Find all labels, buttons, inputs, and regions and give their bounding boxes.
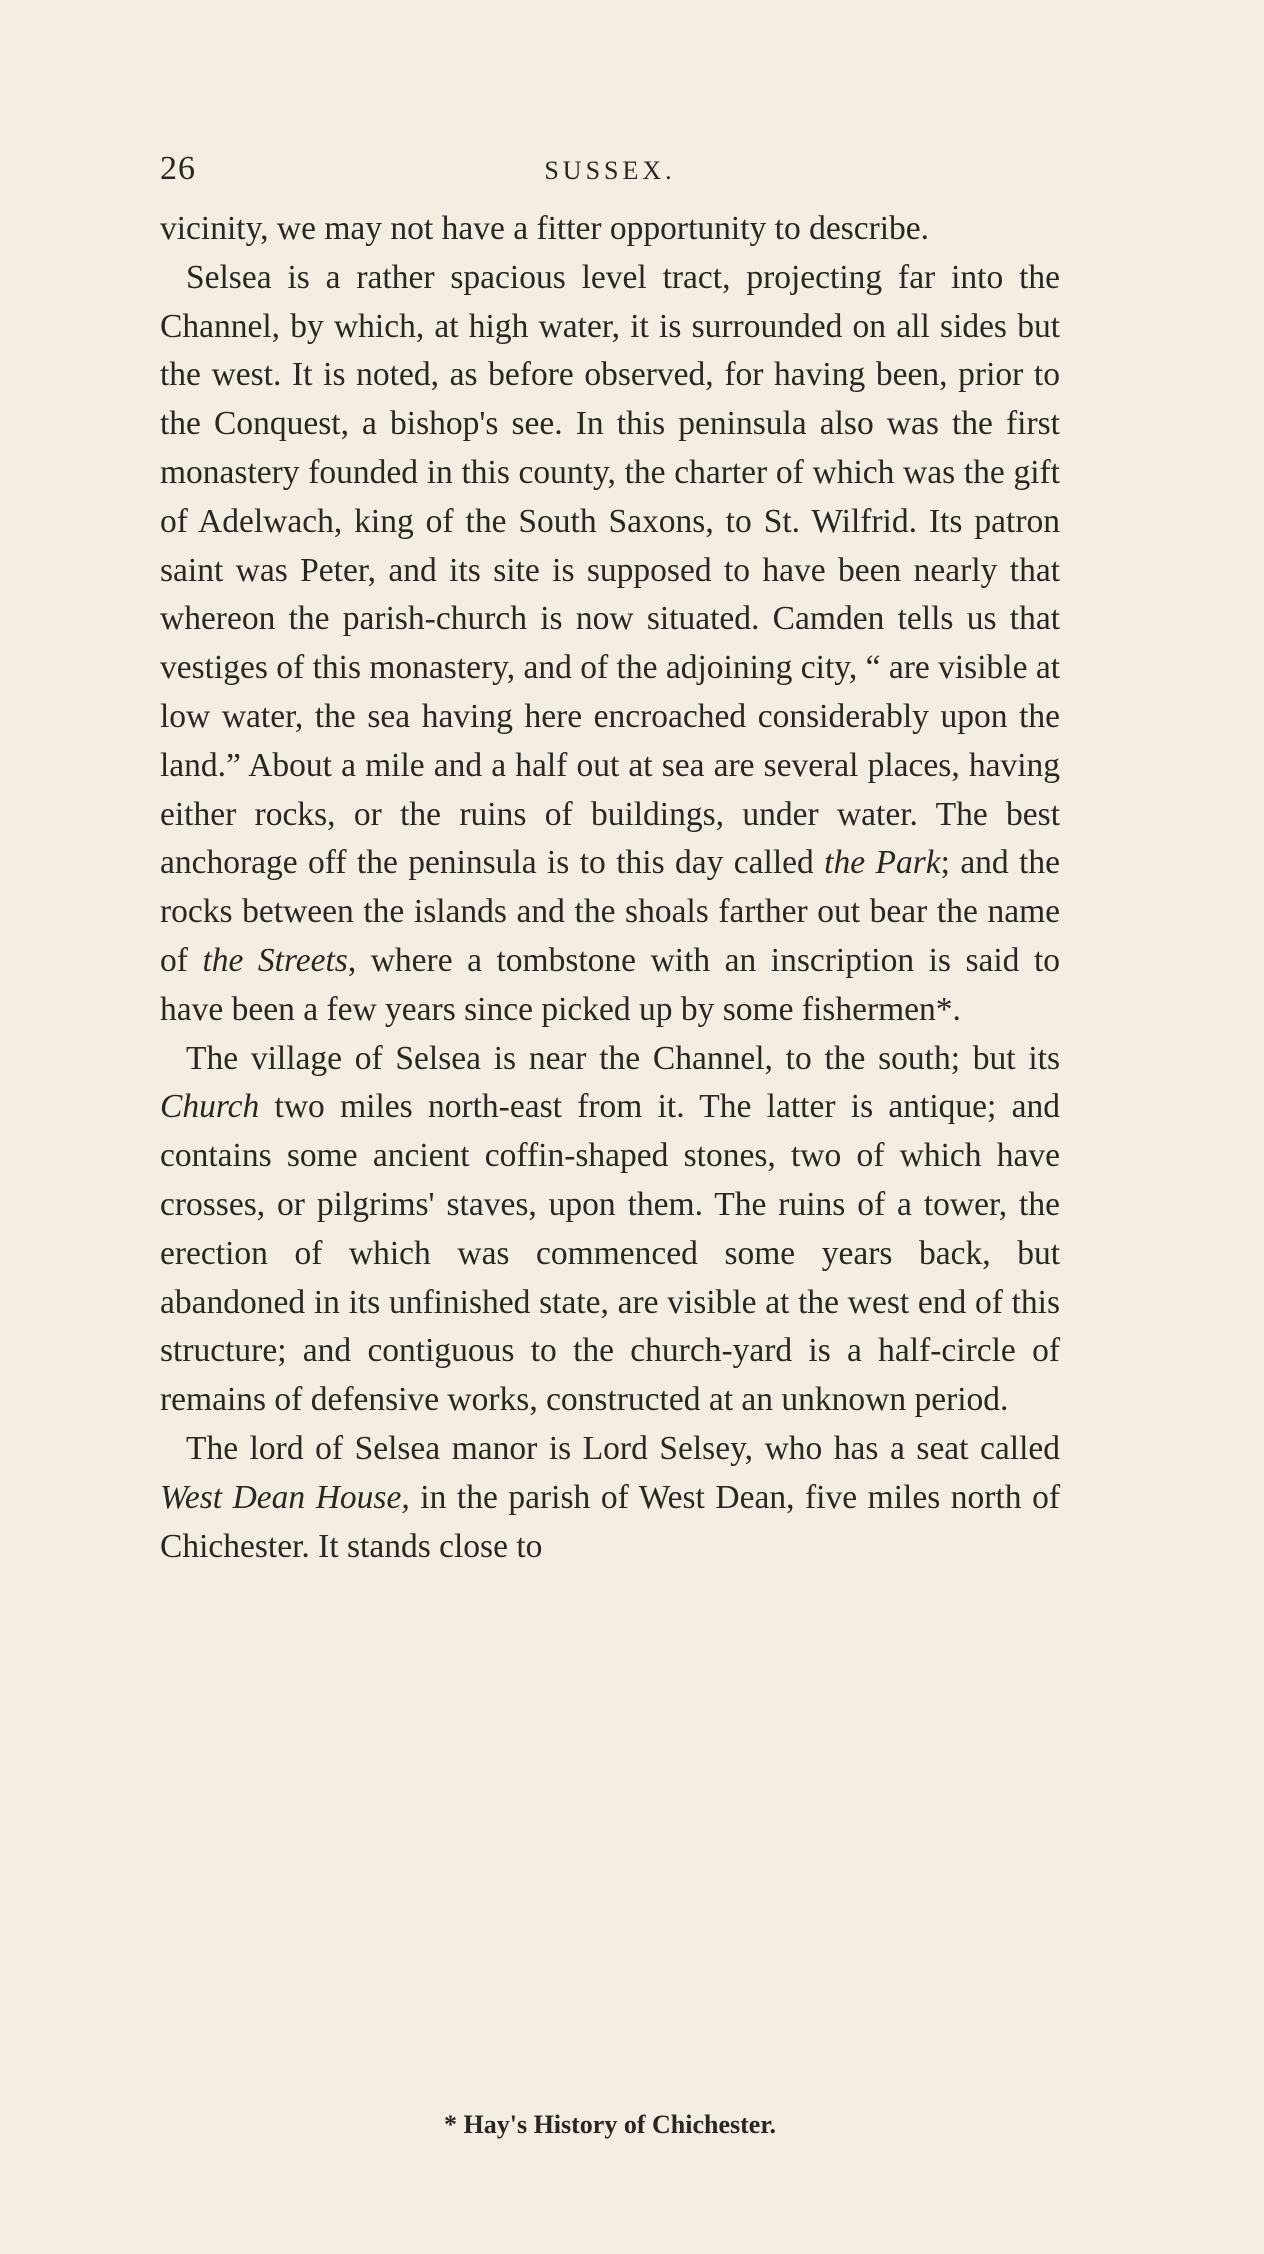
text-run: The lord of Selsea manor is Lord Selsey, who has a seat called [186, 1429, 1060, 1467]
paragraph [160, 1425, 1060, 1571]
page-header [160, 150, 1060, 190]
text-run: vicinity, we may not have a fitter opportunity to describe. [160, 210, 930, 247]
text-run: in the parish of West Dean, five miles north of Chichester. It stands close to [160, 1478, 1060, 1565]
running-head: SUSSEX. [544, 156, 676, 185]
text-run: ; and the rocks between the islands and the shoals farther out bear the name of [160, 844, 1061, 979]
body-text [160, 205, 1060, 1571]
text-run: The village of Selsea is near the Channel, to the south; but its [186, 1039, 1060, 1077]
paragraph [160, 205, 1060, 254]
footnote: * Hay's History of Chichester. [444, 2110, 776, 2139]
page-number: 26 [160, 150, 196, 187]
italic-text: Church [160, 1088, 260, 1126]
paragraph [160, 254, 1060, 1035]
paragraph [160, 1035, 1060, 1425]
italic-text: the Streets [202, 941, 348, 979]
text-run: two miles north-east from it. The latter is antique; and contains some ancient coffin-shaped stones, two of which have crosses, or pilgrims' staves, upon them. The ruins of a tower, the erection of which was commenced some years back, but abandoned in its unfinished state, are visible at the west end of this structure; and contiguous to the church-yard is a half-circle of remains of defensive works, constructed at an unknown period. [160, 1088, 1060, 1419]
italic-text: the Park [824, 844, 941, 882]
text-run: , where a tombstone with an inscription is said to have been a few years since picked up by some fishermen*. [160, 941, 1061, 1028]
italic-text: West Dean House, [160, 1478, 410, 1516]
text-run: Selsea is a rather spacious level tract, projecting far into the Channel, by which, at high water, it is surrounded on all sides but the west. It is noted, as before observed, for having been, prior to the Conquest, a bishop's see. In this peninsula also was the first monastery founded in this county, the charter of which was the gift of Adelwach, king of the South Saxons, to St. Wilfrid. Its patron saint was Peter, and its site is supposed to have been nearly that whereon the parish-church is now situated. Camden tells us that vestiges of this monastery, and of the adjoining city, “ are visible at low water, the sea having here encroached considerably upon the land.” About a mile and a half out at sea are several places, having either rocks, or the ruins of buildings, under water. The best anchorage off the peninsula is to this day called [160, 258, 1060, 882]
